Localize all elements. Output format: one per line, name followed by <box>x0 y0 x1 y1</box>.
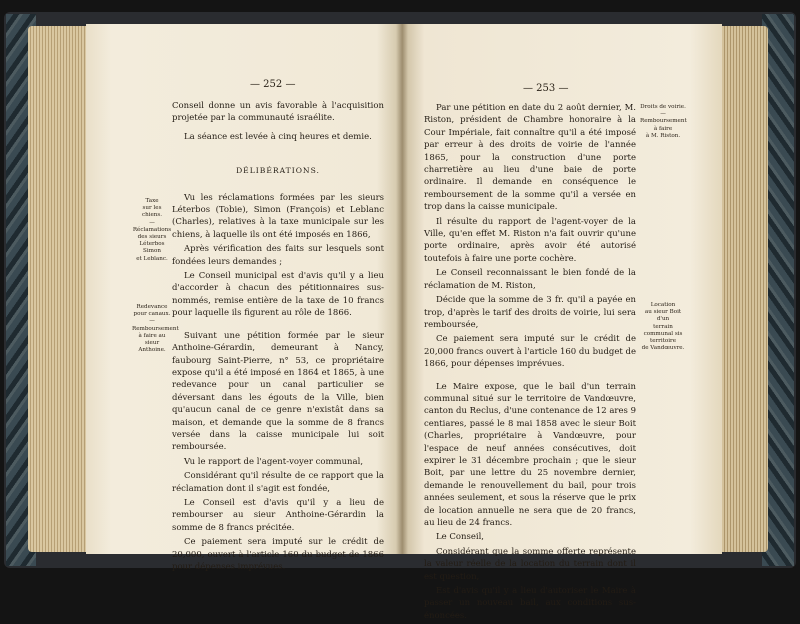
paragraph: Considérant que la somme offerte représente la valeur réelle de la location du terrain dont il est question, <box>424 546 636 582</box>
margin-note-line: pour canaux. <box>133 311 171 318</box>
margin-note-line: à faire <box>653 125 673 132</box>
margin-note-line: — <box>149 318 155 325</box>
right-page-number: — 253 — <box>523 83 569 94</box>
margin-note-line: Léterbos Simon <box>139 241 165 255</box>
paragraph: Suivant une pétition formée par le sieur Anthoine-Gérardin, demeurant à Nancy, faubourg Saint-Pierre, n° 53, ce propriétaire expose qu'il a été imposé en 1864 et 1865, à une redevance pour un canal particulier se déversant dans les égouts de la Ville, bien qu'aucun canal de ce genre n'existât dans sa maison, et demande que la somme de 8 francs versée dans la caisse municipale lui soit remboursée. <box>172 330 384 453</box>
margin-note-line: — <box>149 219 155 226</box>
paragraph: Le Conseil reconnaissant le bien fondé de la réclamation de M. Riston, <box>424 268 636 291</box>
paragraph: Par une pétition en date du 2 août dernier, M. Riston, président de Chambre honoraire à la Cour Impériale, fait connaître qu'il a été imposé par erreur à des droits de voirie de l'année 1865, pour la construction d'une porte charretière au lieu d'une baie de porte ordinaire. Il demande en conséquence le remboursement de la somme qu'il a versée en trop dans la caisse municipale. <box>424 103 636 213</box>
margin-note-line: sieur Anthoine. <box>138 340 166 354</box>
margin-note-line: terrain <box>653 323 673 330</box>
margin-note-line: Remboursement <box>640 118 687 125</box>
paragraph: Est d'avis qu'il y a lieu d'autoriser le Maire à passer un nouveau bail, aux conditions sus-énoncées. <box>424 586 636 621</box>
left-page-text <box>172 100 384 575</box>
book-gutter <box>396 24 408 554</box>
margin-note-line: communal sis <box>643 330 683 337</box>
margin-note-line: des sieurs <box>137 234 167 241</box>
margin-note-line: Remboursement <box>132 325 179 332</box>
margin-note-line: Location <box>650 302 676 308</box>
paragraph: Le Maire expose, que le bail d'un terrain communal situé sur le territoire de Vandœuvre, canton du Reclus, d'une contenance de 12 ares 9 centiares, passé le 8 mai 1858 avec le sieur Boit (Charles, propriétaire à Vandœuvre, pour l'espace de neuf années consécutives, doit expirer le 31 décembre prochain ; que le sieur Boit, par une lettre du 25 novembre dernier, demande le renouvellement du bail, pour trois années seulement, et sous la réserve que le prix de location annuelle ne sera que de 20 francs, au lieu de 24 francs. <box>424 381 636 528</box>
paragraph: Considérant qu'il résulte de ce rapport que la réclamation dont il s'agit est fondée, <box>172 471 384 494</box>
paragraph: Vu le rapport de l'agent-voyer communal, <box>184 456 364 467</box>
paragraph: Vu les réclamations formées par les sieurs Léterbos (Tobie), Simon (François) et Leblanc (Charles), relatives à la taxe municipale sur les chiens, à laquelle ils ont été imposés en 1866, <box>172 192 384 240</box>
paragraph: Après vérification des faits sur lesquels sont fondées leurs demandes ; <box>172 244 384 267</box>
paragraph: Le Conseil est d'avis qu'il y a lieu de rembourser au sieur Anthoine-Gérardin la somme de 8 francs précitée. <box>172 497 384 533</box>
left-page-number: — 252 — <box>250 79 296 90</box>
page-edges-right <box>716 26 768 552</box>
paragraph: Ce paiement sera imputé sur le crédit de 20,000, ouvert à l'article 160 du budget de 1866 pour dépenses imprévues. <box>172 537 384 572</box>
margin-note-line: Réclamations <box>132 226 172 233</box>
margin-note-line: et Leblanc. <box>136 255 168 262</box>
margin-note <box>132 198 172 263</box>
margin-note <box>132 304 179 354</box>
paragraph: Ce paiement sera imputé sur le crédit de 20,000 francs ouvert à l'article 160 du budget de 1866, pour dépenses imprévues. <box>424 334 636 370</box>
margin-note-line: de Vandœuvre. <box>641 345 685 352</box>
margin-note <box>640 104 686 140</box>
margin-note-line: Redevance <box>136 304 168 310</box>
right-page-text <box>424 102 636 624</box>
paragraph: La séance est levée à cinq heures et demie. <box>184 131 372 142</box>
margin-note-line: Taxe <box>145 198 159 204</box>
margin-note-line: au sieur Boit <box>644 309 682 316</box>
paragraph: Le Conseil municipal est d'avis qu'il y a lieu d'accorder à chacun des pétitionnaires sus-nommés, remise entière de la taxe de 10 francs pour laquelle ils figurent au rôle de 1866. <box>172 271 384 319</box>
margin-note-line: d'un <box>656 316 670 323</box>
margin-note-line: — <box>660 111 666 118</box>
paragraph: Le Conseil, <box>436 532 485 543</box>
paragraph: Décide que la somme de 3 fr. qu'il a payée en trop, d'après le tarif des droits de voirie, lui sera remboursée, <box>424 295 636 330</box>
margin-note-line: à faire au <box>138 332 166 339</box>
paragraph: Conseil donne un avis favorable à l'acquisition projetée par la communauté israélite. <box>172 101 384 124</box>
paragraph: Il résulte du rapport de l'agent-voyer de la Ville, qu'en effet M. Riston n'a fait ouvrir qu'une porte ordinaire, après avoir été autorisé toutefois à faire une porte cochère. <box>424 216 636 264</box>
margin-note-line: sur les chiens. <box>141 205 163 219</box>
margin-note <box>640 302 686 352</box>
section-heading: DÉLIBÉRATIONS. <box>236 166 320 176</box>
margin-note-line: Droits de voirie. <box>640 104 686 110</box>
margin-note-line: territoire <box>649 338 677 345</box>
page-edges-left <box>28 26 90 552</box>
margin-note-line: à M. Riston. <box>645 132 681 139</box>
